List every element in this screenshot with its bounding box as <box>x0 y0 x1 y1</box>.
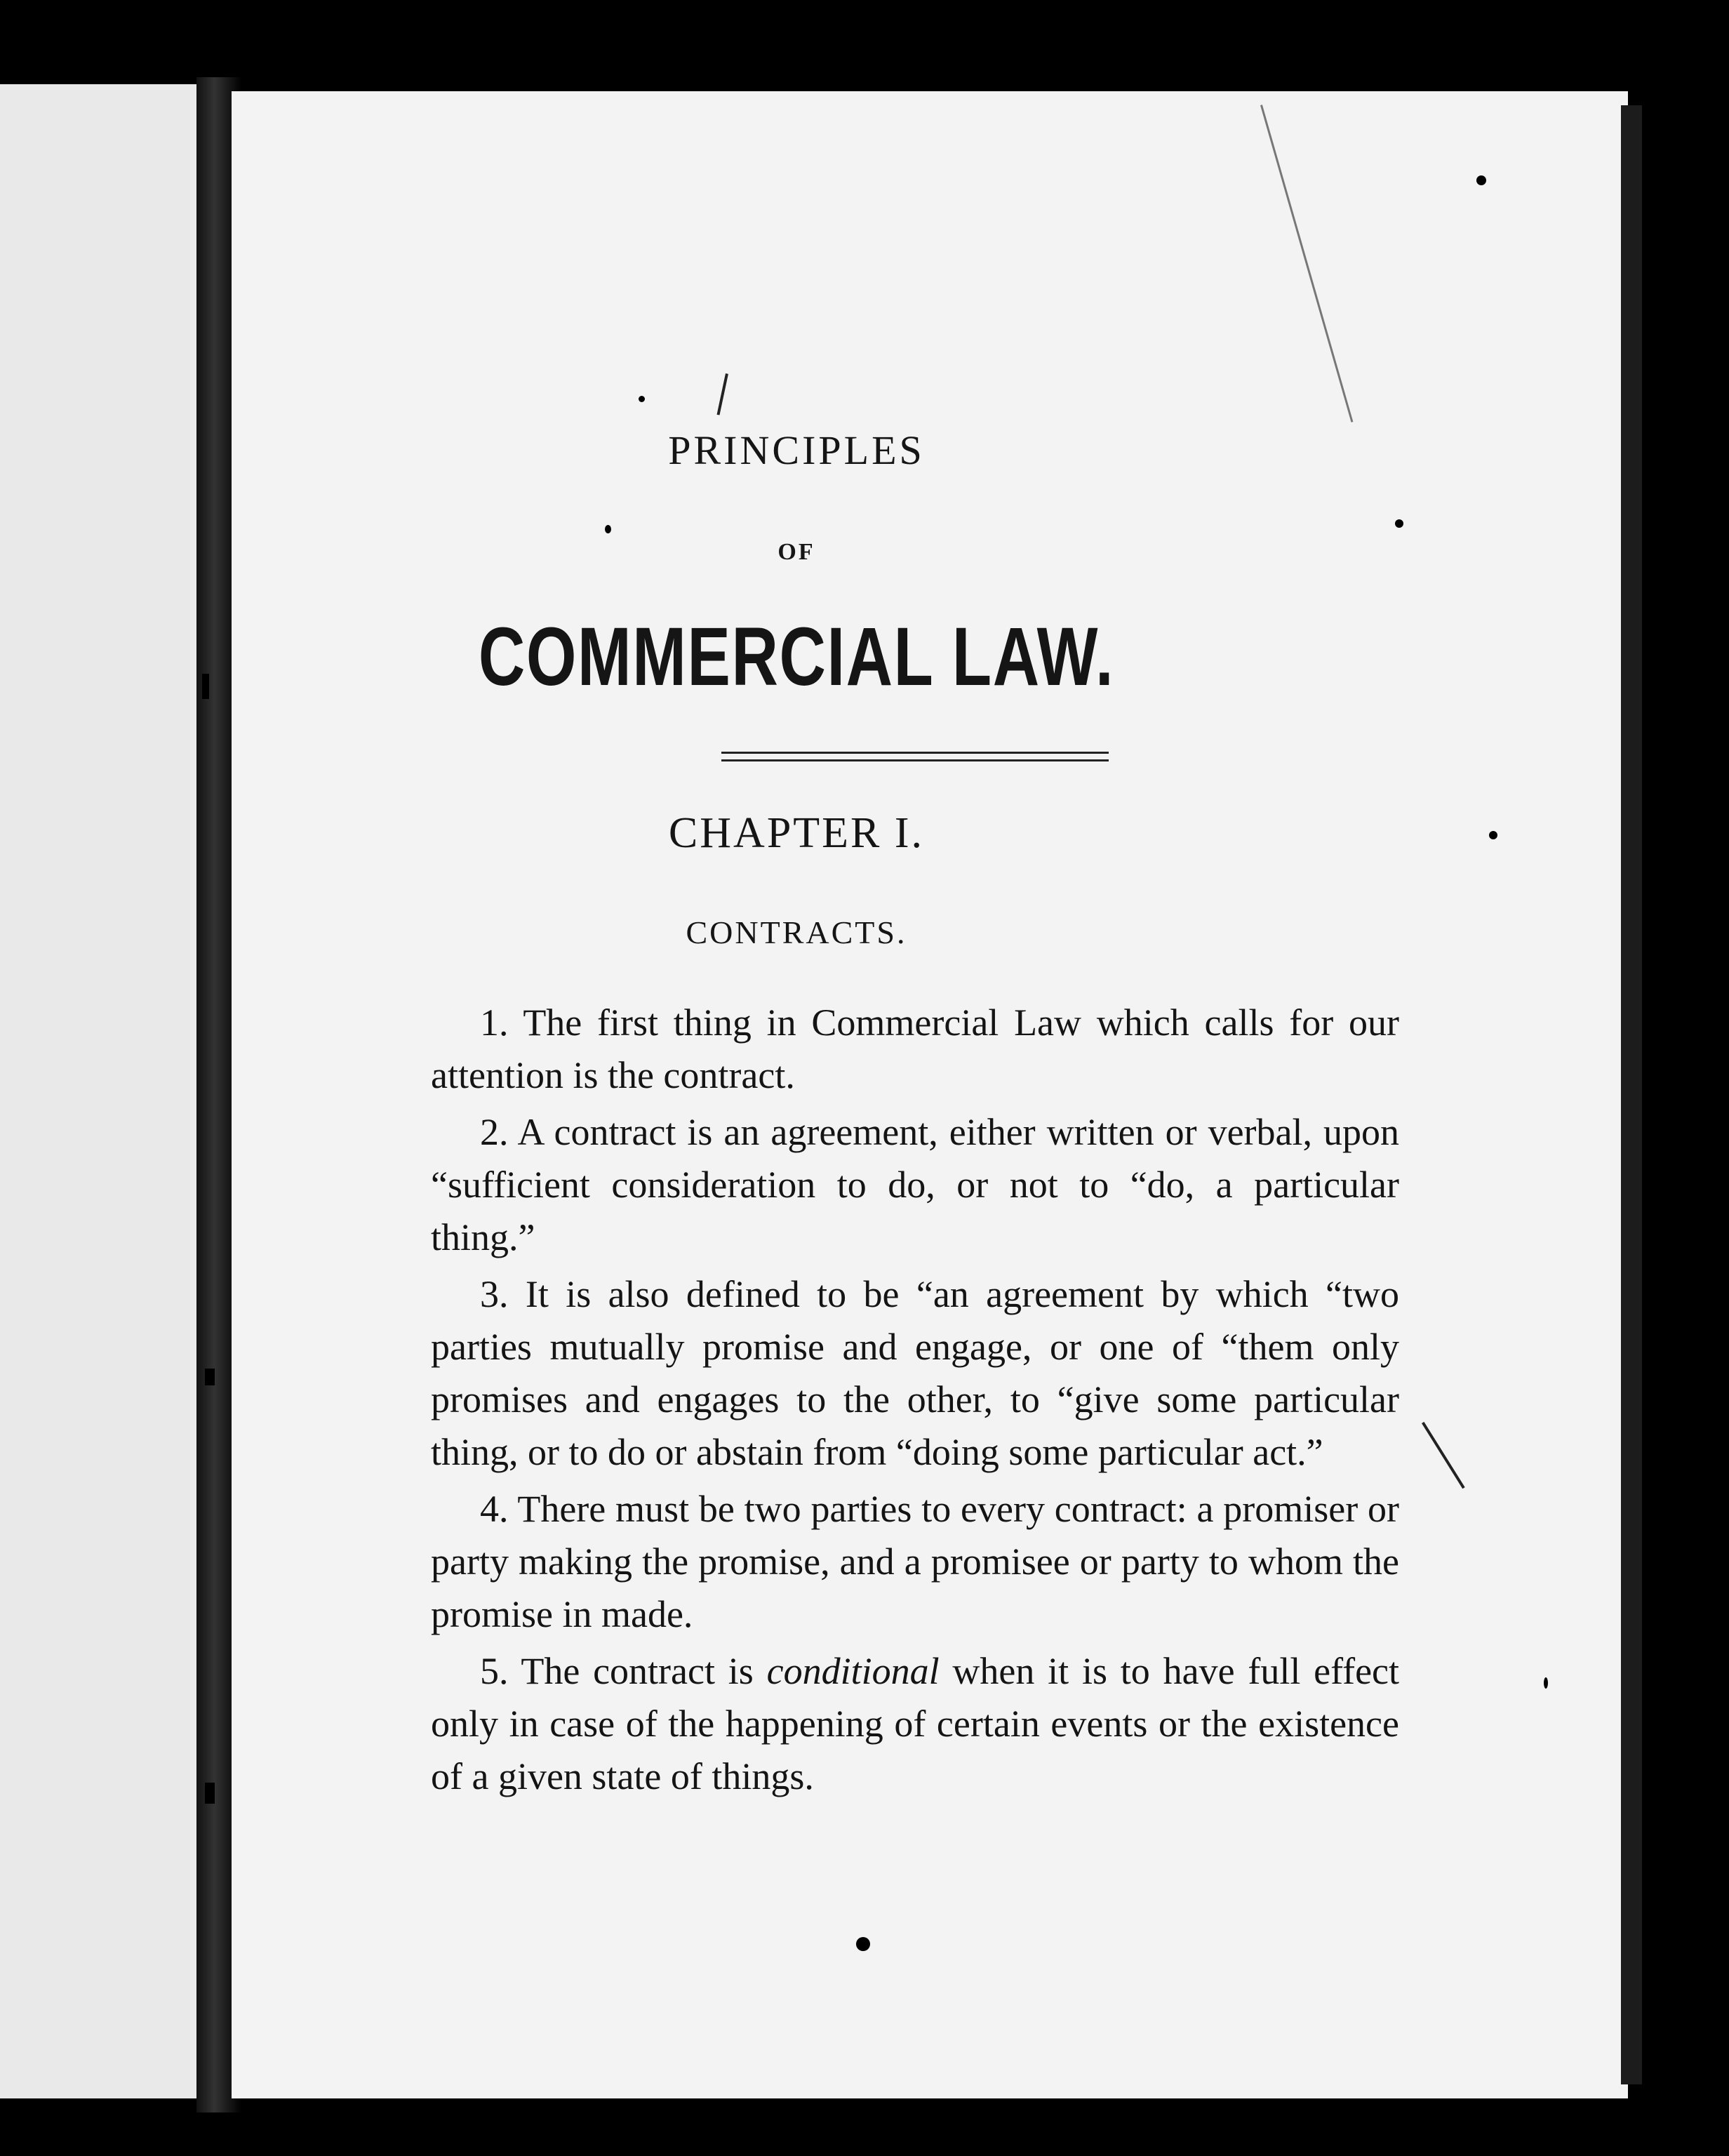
paragraph-number: 5. <box>480 1650 509 1692</box>
scan-scratch <box>205 1783 215 1804</box>
right-page-edge <box>1621 105 1642 2084</box>
section-heading: CONTRACTS. <box>686 914 907 950</box>
scan-speck <box>1476 175 1486 185</box>
title-rule-upper <box>721 752 1109 754</box>
paragraph-5 <box>431 1645 1399 1803</box>
paragraph-text: There must be two parties to every contract: a promiser or party making the promise, and a promisee or party to whom the promise in made. <box>431 1488 1399 1635</box>
scan-speck <box>639 396 645 402</box>
body-text <box>431 997 1399 1807</box>
paragraph-2 <box>431 1106 1399 1264</box>
paragraph-number: 2. <box>480 1111 509 1153</box>
paragraph-text: It is also defined to be “an agreement by which “two parties mutually promise and engage, or one of “them only promises and engages to the other, to “give some particular thing, or to do or abstain from “doing some particular act.” <box>431 1273 1399 1473</box>
main-title: COMMERCIAL LAW. <box>478 611 1115 703</box>
paragraph-text-after: when it is to have full effect only in case of the happening of certain events or the existence of a given state of things. <box>431 1650 1400 1797</box>
paragraph-4 <box>431 1483 1399 1641</box>
paragraph-text: The first thing in Commercial Law which calls for our attention is the contract. <box>431 1002 1399 1096</box>
scan-speck <box>1489 831 1497 839</box>
paragraph-3 <box>431 1268 1399 1479</box>
paragraph-emphasis: conditional <box>766 1650 940 1692</box>
scan-scratch <box>205 1369 215 1385</box>
paragraph-number: 4. <box>480 1488 509 1530</box>
chapter-heading: CHAPTER I. <box>668 809 925 857</box>
paragraph-number: 3. <box>480 1273 509 1315</box>
paragraph-number: 1. <box>480 1002 509 1044</box>
left-page-edge <box>0 84 196 2098</box>
heading-principles: PRINCIPLES <box>668 427 925 473</box>
title-rule-lower <box>721 759 1109 761</box>
paragraph-text: A contract is an agreement, either written or verbal, upon “sufficient consideration to do, or not to “do, a particular thing.” <box>431 1111 1399 1258</box>
scan-scratch <box>202 674 209 699</box>
scan-speck <box>856 1937 870 1951</box>
scan-speck <box>605 525 611 533</box>
scan-speck <box>1395 519 1403 528</box>
paragraph-1 <box>431 997 1399 1102</box>
heading-of: OF <box>777 539 815 565</box>
scan-speck <box>1544 1677 1548 1689</box>
paragraph-text-before: The contract is <box>521 1650 754 1692</box>
